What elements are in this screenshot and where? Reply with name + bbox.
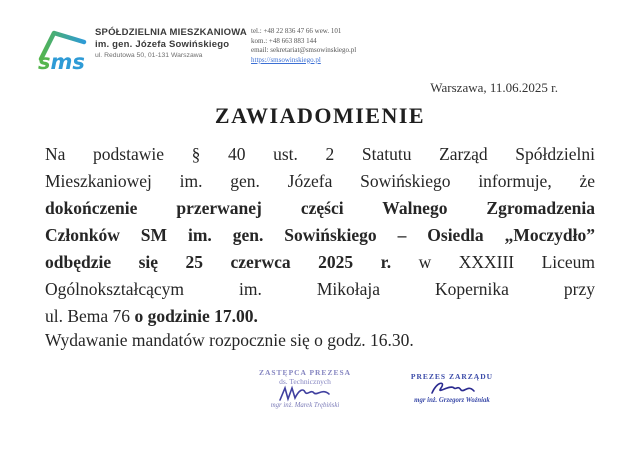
body-text-segment: w XXXIII Liceum [391,252,596,272]
org-name-line1: SPÓŁDZIELNIA MIESZKANIOWA [95,27,247,38]
body-text-segment: Członków SM im. gen. Sowińskiego – Osiedla „Moczydło” [45,225,595,245]
org-name-line2: im. gen. Józefa Sowińskiego [95,38,230,50]
org-address: ul. Redutowa 50, 01-131 Warszawa [95,52,203,59]
body-text-segment: odbędzie się 25 czerwca 2025 r. [45,252,392,272]
president-name: mgr inż. Grzegorz Woźniak [414,397,490,404]
contact-email: email: sekretariat@smsowinskiego.pl [251,46,357,55]
deputy-role-line2: ds. Technicznych [279,377,331,386]
organization-block [95,27,247,59]
body-line-1 [45,141,595,168]
body-text-segment: Ogólnokształcącym im. Mikołaja Kopernika przy [45,279,595,299]
body-line-4 [45,222,595,249]
signature-deputy-president [238,368,372,410]
president-role: PREZES ZARZĄDU [410,372,494,381]
deputy-name: mgr inż. Marek Trębiński [270,402,340,409]
place-and-date: Warszawa, 11.06.2025 r. [430,80,558,95]
contact-phone: tel.: +48 22 836 47 66 wew. 101 [251,27,342,35]
signature-president [388,372,516,405]
body-line-3 [45,195,595,222]
logo-letter-s: s [38,50,51,73]
main-paragraph [45,141,595,330]
document-title: ZAWIADOMIENIE [214,103,426,128]
cooperative-logo-icon [33,25,91,73]
svg-text:sms [38,50,85,73]
deputy-role-line1: ZASTĘPCA PREZESA [258,368,352,377]
contact-website-link[interactable]: https://smsowinskiego.pl [251,55,321,64]
body-text-segment: ul. Bema 76 [45,306,135,326]
body-line-2 [45,168,595,195]
mandates-paragraph: Wydawanie mandatów rozpocznie się o godz. 16.30. [45,330,414,350]
logo-letters-ms: ms [50,50,85,73]
contact-mobile: kom.: +48 663 883 144 [251,36,317,45]
body-text-segment: Mieszkaniowej im. gen. Józefa Sowińskiego informuje, że [45,171,595,191]
contact-block [251,27,356,65]
body-text-segment: dokończenie przerwanej części Walnego Zgromadzenia [45,198,595,218]
body-text-segment: Na podstawie § 40 ust. 2 Statutu Zarząd Spółdzielni [45,144,595,164]
body-line-7 [45,303,595,330]
body-line-5 [45,249,595,276]
body-line-6 [45,276,595,303]
body-text-segment: o godzinie 17.00. [134,306,258,326]
